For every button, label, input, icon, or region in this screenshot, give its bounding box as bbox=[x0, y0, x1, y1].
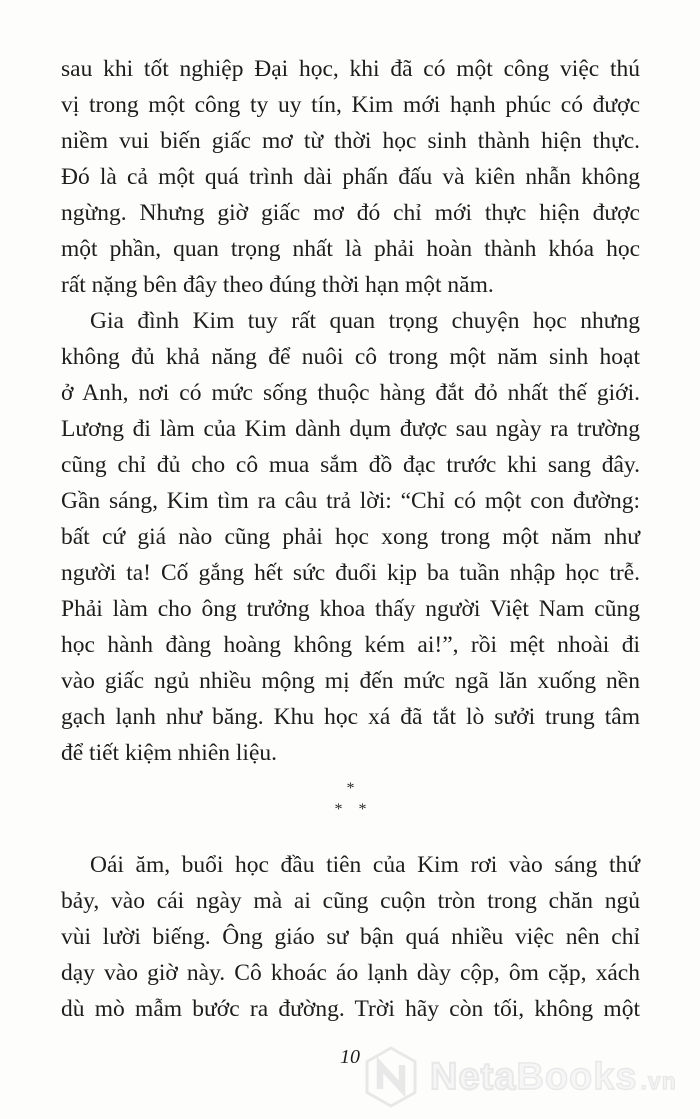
paragraph bbox=[61, 51, 640, 303]
text-line: Oái ăm, buổi học đầu tiên của Kim rơi vào sáng thứ bbox=[90, 852, 640, 878]
text-line: ở Anh, nơi có mức sống thuộc hàng đắt đỏ nhất thế giới. bbox=[61, 380, 640, 406]
brand-text-books: Books bbox=[516, 1055, 638, 1098]
text-line: Lương đi làm của Kim dành dụm được sau ngày ra trường bbox=[61, 416, 640, 442]
paragraph bbox=[61, 303, 640, 771]
netabooks-watermark bbox=[361, 1041, 677, 1113]
text-line: ngừng. Nhưng giờ giấc mơ đó chỉ mới thực hiện được bbox=[61, 200, 640, 226]
text-line: vùi lười biếng. Ông giáo sư bận quá nhiều việc nên chỉ bbox=[61, 924, 640, 950]
brand-tld: .vn bbox=[640, 1067, 677, 1094]
text-line: không đủ khả năng để nuôi cô trong một năm sinh hoạt bbox=[61, 344, 640, 370]
body-text bbox=[61, 51, 640, 1027]
text-line: người ta! Cố gắng hết sức đuổi kịp ba tuần nhập học trễ. bbox=[61, 560, 640, 586]
text-line: rất nặng bên đây theo đúng thời hạn một năm. bbox=[61, 272, 494, 298]
text-line: bảy, vào cái ngày mà ai cũng cuộn tròn trong chăn ngủ bbox=[61, 888, 640, 914]
asterisk-row: * bbox=[346, 780, 355, 797]
text-line: học hành đàng hoàng không kém ai!”, rồi mệt nhoài đi bbox=[61, 632, 640, 658]
text-line: Gần sáng, Kim tìm ra câu trả lời: “Chỉ có một con đường: bbox=[61, 488, 640, 514]
text-line: dạy vào giờ này. Cô khoác áo lạnh dày cộp, ôm cặp, xách bbox=[61, 960, 640, 986]
asterisk-row: * * bbox=[334, 801, 367, 818]
text-line: cũng chỉ đủ cho cô mua sắm đồ đạc trước khi sang đây. bbox=[61, 452, 640, 478]
text-line: để tiết kiệm nhiên liệu. bbox=[61, 740, 278, 766]
netabooks-hexagon-n-icon bbox=[361, 1045, 421, 1109]
text-line: gạch lạnh như băng. Khu học xá đã tắt lò sưởi trung tâm bbox=[61, 704, 640, 730]
text-line: bất cứ giá nào cũng phải học xong trong một năm như bbox=[61, 524, 640, 550]
text-line: Gia đình Kim tuy rất quan trọng chuyện học nhưng bbox=[90, 308, 640, 334]
text-line: vị trong một công ty uy tín, Kim mới hạnh phúc có được bbox=[61, 92, 640, 118]
text-line: vào giấc ngủ nhiều mộng mị đến mức ngã lăn xuống nền bbox=[61, 668, 640, 694]
page-number: 10 bbox=[340, 1046, 360, 1068]
text-line: Đó là cả một quá trình dài phấn đấu và kiên nhẫn không bbox=[61, 164, 640, 190]
text-line: sau khi tốt nghiệp Đại học, khi đã có một công việc thú bbox=[61, 56, 640, 82]
text-line: một phần, quan trọng nhất là phải hoàn thành khóa học bbox=[61, 236, 640, 262]
text-line: niềm vui biến giấc mơ từ thời học sinh thành hiện thực. bbox=[61, 128, 640, 154]
text-line: dù mò mẫm bước ra đường. Trời hãy còn tối, không một bbox=[61, 996, 640, 1022]
section-break bbox=[61, 771, 640, 847]
brand-text-neta: Neta bbox=[430, 1055, 517, 1098]
netabooks-wordmark bbox=[430, 1056, 677, 1099]
paragraph bbox=[61, 847, 640, 1027]
text-line: Phải làm cho ông trưởng khoa thấy người Việt Nam cũng bbox=[61, 596, 640, 622]
